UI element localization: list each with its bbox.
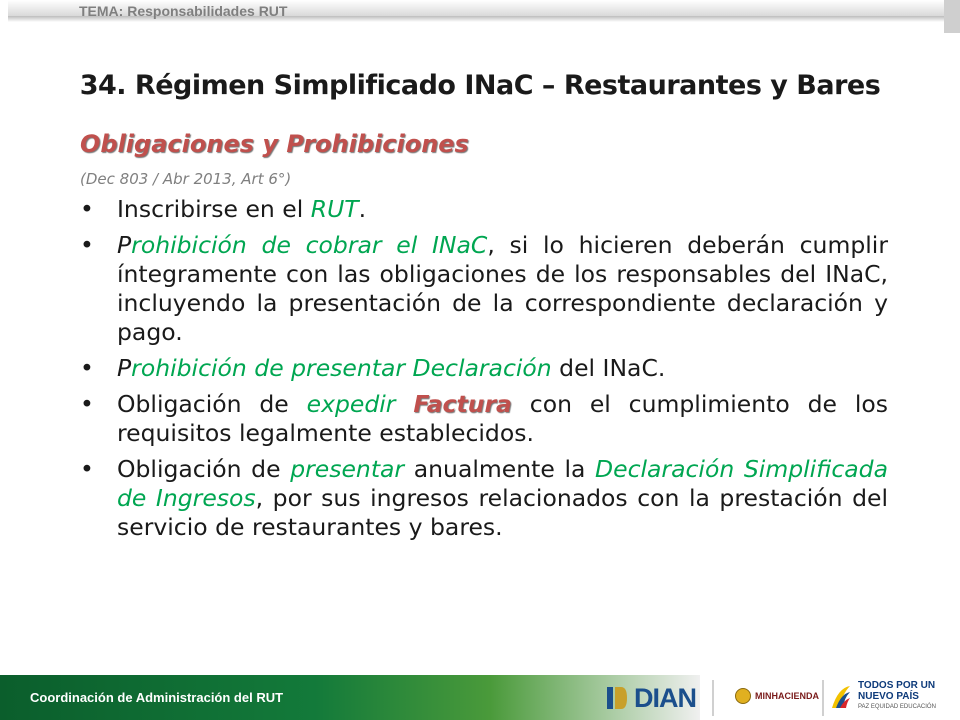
bullet-text: P xyxy=(117,231,132,259)
section-heading: Obligaciones y Prohibiciones xyxy=(80,130,469,158)
bullet-text: Obligación de xyxy=(117,455,291,483)
list-item xyxy=(80,195,888,224)
list-item xyxy=(80,390,888,448)
list-item xyxy=(80,455,888,542)
list-item xyxy=(80,231,888,347)
bullet-highlight: rohibición de presentar Declaración xyxy=(131,354,552,382)
bullet-text: con el cumplimiento de los requisitos legalmente establecidos. xyxy=(117,390,888,447)
top-edge xyxy=(944,0,960,33)
topic-label: TEMA: Responsabilidades RUT xyxy=(79,3,288,19)
bullet-text: . xyxy=(358,195,367,223)
nuevo-pais-tagline: PAZ EQUIDAD EDUCACIÓN xyxy=(858,704,936,710)
slide-title: 34. Régimen Simplificado INaC – Restaurantes y Bares xyxy=(79,70,881,101)
bullet-highlight: RUT xyxy=(310,195,359,223)
bullet-text: Obligación de xyxy=(117,390,307,418)
bullet-highlight: expedir xyxy=(306,390,414,418)
bullet-icon: • xyxy=(80,455,94,483)
minhacienda-logo xyxy=(735,688,819,704)
flag-bird-icon xyxy=(830,684,852,710)
minhacienda-logo-text: MINHACIENDA xyxy=(755,691,819,701)
bullet-text: anualmente la xyxy=(404,455,596,483)
dian-logo-text: DIAN xyxy=(634,682,696,713)
bullet-text: , por sus ingresos relacionados con la prestación del servicio de restaurantes y bares. xyxy=(117,484,888,541)
bullet-icon: • xyxy=(80,231,94,259)
footer-divider xyxy=(822,680,824,716)
bullet-highlight: rohibición de cobrar el INaC xyxy=(131,231,488,259)
bullet-icon: • xyxy=(80,195,94,223)
legal-reference: (Dec 803 / Abr 2013, Art 6°) xyxy=(80,170,292,188)
footer-divider xyxy=(712,680,714,716)
list-item xyxy=(80,354,888,383)
coat-of-arms-icon xyxy=(735,688,751,704)
nuevo-pais-line: TODOS POR UN xyxy=(858,680,936,691)
footer-coordination-text: Coordinación de Administración del RUT xyxy=(30,690,284,705)
nuevo-pais-logo xyxy=(830,680,936,713)
bullet-text: Inscribirse en el xyxy=(117,195,311,223)
bullet-icon: • xyxy=(80,390,94,418)
dian-emblem-icon xyxy=(605,684,629,712)
dian-logo xyxy=(605,681,696,715)
nuevo-pais-line: NUEVO PAÍS xyxy=(858,691,919,702)
bullet-text: P xyxy=(117,354,132,382)
bullet-highlight: presentar xyxy=(290,455,405,483)
bullet-highlight: Declaración Simplificada de Ingresos xyxy=(117,455,889,512)
bullet-list xyxy=(80,195,888,549)
bullet-emphasis: Factura xyxy=(413,390,512,418)
bullet-icon: • xyxy=(80,354,94,382)
bullet-text: , si lo hicieren deberán cumplir íntegramente con las obligaciones de los responsables del INaC, incluyendo la presentación de la correspondiente declaración y pago. xyxy=(117,231,888,346)
bullet-text: del INaC. xyxy=(551,354,666,382)
